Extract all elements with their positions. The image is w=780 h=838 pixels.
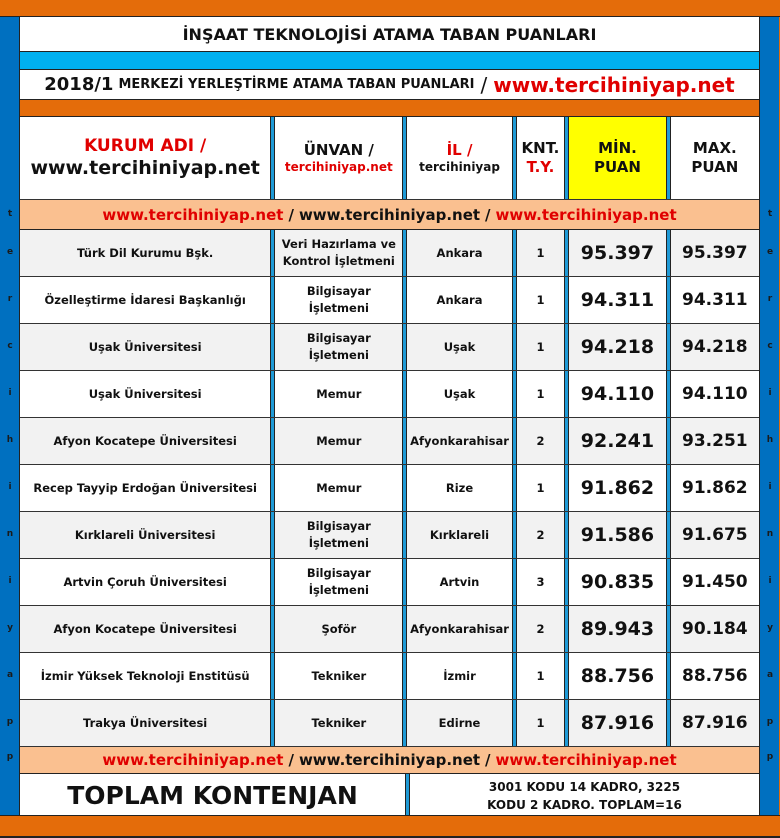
header-ty-label: T.Y. (526, 158, 555, 176)
cell-min-puan: 90.835 (580, 571, 655, 593)
unvan-line-1: Memur (316, 480, 362, 495)
side-letter: y (7, 623, 13, 633)
unvan-line-2: Kontrol İşletmeni (282, 254, 395, 268)
unvan-line-2: İşletmeni (308, 583, 369, 597)
side-letter: n (766, 529, 774, 539)
subtitle-year: 2018/1 (44, 74, 114, 95)
unvan-line-1: Bilgisayar (306, 331, 371, 346)
cell-kontenjan: 2 (536, 434, 545, 448)
cell-kurum: Trakya Üniversitesi (83, 716, 208, 730)
cell-min-puan: 89.943 (580, 618, 655, 640)
cell-min-puan: 92.241 (580, 430, 655, 452)
cell-kontenjan: 1 (536, 481, 545, 495)
header-kurum-url: www.tercihiniyap.net (30, 156, 260, 179)
url-band-top (20, 200, 759, 230)
cell-max-puan: 93.251 (682, 431, 748, 451)
page-title: İNŞAAT TEKNOLOJİSİ ATAMA TABAN PUANLARI (20, 17, 759, 52)
cell-kontenjan: 2 (536, 622, 545, 636)
header-min-puan (569, 117, 665, 199)
table-row (20, 230, 759, 277)
cell-min-puan: 94.218 (580, 336, 655, 358)
cell-kontenjan: 3 (536, 575, 545, 589)
total-label: TOPLAM KONTENJAN (67, 781, 358, 810)
cell-unvan (275, 559, 402, 605)
subtitle (20, 70, 759, 100)
header-min-puan-label: PUAN (594, 158, 641, 176)
unvan-line-1: Veri Hazırlama ve (281, 237, 396, 252)
subtitle-slash: / (480, 72, 488, 97)
left-side-strip (0, 17, 20, 815)
bottom-orange-band (0, 815, 780, 838)
unvan-line-1: Memur (316, 433, 362, 448)
header-knt-label: KNT. (521, 139, 560, 158)
header-kontenjan (517, 117, 565, 199)
url-left: www.tercihiniyap.net (102, 205, 284, 224)
cell-il: Afyonkarahisar (410, 622, 509, 636)
side-letter: h (766, 435, 774, 445)
side-letter: c (7, 341, 13, 351)
cell-max-puan: 87.916 (682, 713, 748, 733)
table-row (20, 465, 759, 512)
cell-kontenjan: 2 (536, 528, 545, 542)
unvan-line-1: Bilgisayar (306, 519, 371, 534)
cell-min-puan: 88.756 (580, 665, 655, 687)
table-row (20, 418, 759, 465)
url-band-bottom (20, 747, 759, 774)
cell-max-puan: 94.110 (682, 384, 748, 404)
cell-unvan (275, 653, 402, 699)
url-left: www.tercihiniyap.net (102, 751, 284, 769)
header-min-label: MİN. (598, 139, 637, 158)
cell-kurum: Türk Dil Kurumu Bşk. (77, 246, 214, 260)
cell-max-puan: 94.218 (682, 337, 748, 357)
cell-unvan (275, 277, 402, 323)
table-row (20, 371, 759, 418)
url-right: www.tercihiniyap.net (495, 205, 677, 224)
url-separator: / (485, 751, 491, 769)
cell-max-puan: 88.756 (682, 666, 748, 686)
total-row (20, 774, 759, 817)
url-right: www.tercihiniyap.net (495, 751, 677, 769)
side-letter: n (6, 529, 14, 539)
cell-min-puan: 94.311 (580, 289, 655, 311)
cell-il: Rize (445, 481, 474, 495)
cell-max-puan: 94.311 (682, 290, 748, 310)
unvan-line-1: Tekniker (311, 668, 367, 683)
header-max-puan-label: PUAN (691, 158, 739, 176)
side-letter: r (7, 294, 13, 304)
header-il-url: tercihiniyap (419, 159, 500, 174)
side-letter: a (6, 670, 14, 680)
cell-unvan (275, 230, 402, 276)
cell-kontenjan: 1 (536, 293, 545, 307)
cell-min-puan: 91.586 (580, 524, 655, 546)
header-unvan-url: tercihiniyap.net (284, 159, 393, 174)
side-letter: t (7, 209, 13, 219)
cell-min-puan: 94.110 (580, 383, 655, 405)
orange-divider-band (20, 100, 759, 117)
cell-max-puan: 95.397 (682, 243, 748, 263)
cell-unvan (275, 606, 402, 652)
cell-kurum: Afyon Kocatepe Üniversitesi (53, 622, 237, 636)
table-content (20, 17, 759, 817)
cell-kontenjan: 1 (536, 246, 545, 260)
table-row (20, 324, 759, 371)
side-letter: i (768, 482, 772, 492)
side-letter: h (6, 435, 14, 445)
cell-unvan (275, 324, 402, 370)
cell-kontenjan: 1 (536, 387, 545, 401)
cell-kontenjan: 1 (536, 669, 545, 683)
unvan-line-1: Şoför (321, 621, 357, 636)
side-letter: p (766, 752, 774, 762)
table-row (20, 606, 759, 653)
header-unvan (275, 117, 402, 199)
side-letter: y (767, 623, 773, 633)
table-row (20, 700, 759, 747)
cell-kurum: Kırklareli Üniversitesi (74, 528, 216, 542)
unvan-line-1: Bilgisayar (306, 284, 371, 299)
cell-kontenjan: 1 (536, 340, 545, 354)
cell-il: Uşak (443, 387, 476, 401)
total-note (410, 774, 759, 817)
header-il (407, 117, 511, 199)
cell-kurum: Uşak Üniversitesi (88, 340, 202, 354)
cell-min-puan: 87.916 (580, 712, 655, 734)
header-unvan-label: ÜNVAN / (303, 141, 374, 160)
cell-unvan (275, 512, 402, 558)
cell-unvan (275, 465, 402, 511)
unvan-line-1: Bilgisayar (306, 566, 371, 581)
table-row (20, 512, 759, 559)
header-max-label: MAX. (692, 139, 737, 158)
unvan-line-2: İşletmeni (308, 536, 369, 550)
unvan-line-2: İşletmeni (308, 301, 369, 315)
cell-unvan (275, 700, 402, 746)
cell-kurum: Afyon Kocatepe Üniversitesi (53, 434, 237, 448)
right-side-strip (759, 17, 779, 815)
header-il-label: İL / (446, 141, 473, 160)
url-separator: / (485, 205, 491, 224)
header-kurum-label: KURUM ADI / (84, 135, 207, 156)
side-letter: r (767, 294, 773, 304)
side-letter: e (766, 247, 774, 257)
side-letter: i (768, 388, 772, 398)
cell-unvan (275, 371, 402, 417)
top-orange-band (0, 0, 780, 17)
total-note-line-1: 3001 KODU 14 KADRO, 3225 (488, 779, 681, 794)
cell-max-puan: 91.450 (682, 572, 748, 592)
cell-il: Kırklareli (429, 528, 490, 542)
cell-il: Afyonkarahisar (410, 434, 509, 448)
side-letter: p (6, 752, 14, 762)
url-separator: / (288, 751, 294, 769)
table-body (20, 230, 759, 747)
table-row (20, 277, 759, 324)
subtitle-url: www.tercihiniyap.net (493, 72, 735, 97)
cell-kurum: İzmir Yüksek Teknoloji Enstitüsü (40, 669, 250, 683)
blue-divider-band (20, 52, 759, 70)
side-letter: i (768, 576, 772, 586)
table-row (20, 653, 759, 700)
cell-il: Edirne (438, 716, 481, 730)
cell-kurum: Özelleştirme İdaresi Başkanlığı (44, 293, 246, 307)
side-letter: p (766, 717, 774, 727)
url-middle: www.tercihiniyap.net (298, 751, 481, 769)
side-letter: c (767, 341, 773, 351)
side-letter: i (8, 482, 12, 492)
unvan-line-2: İşletmeni (308, 348, 369, 362)
cell-il: Artvin (439, 575, 480, 589)
cell-kurum: Uşak Üniversitesi (88, 387, 202, 401)
cell-kurum: Recep Tayyip Erdoğan Üniversitesi (33, 481, 257, 495)
cell-il: Ankara (436, 246, 483, 260)
cell-il: İzmir (443, 669, 476, 683)
cell-il: Ankara (436, 293, 483, 307)
header-kurum (20, 117, 270, 199)
unvan-line-1: Memur (316, 386, 362, 401)
side-letter: a (766, 670, 774, 680)
side-letter: p (6, 717, 14, 727)
cell-max-puan: 91.862 (682, 478, 748, 498)
side-letter: e (6, 247, 14, 257)
table-row (20, 559, 759, 606)
side-letter: i (8, 576, 12, 586)
url-separator: / (288, 205, 294, 224)
cell-max-puan: 90.184 (682, 619, 748, 639)
side-letter: t (767, 209, 773, 219)
cell-max-puan: 91.675 (682, 525, 748, 545)
table-header (20, 117, 759, 200)
side-letter: i (8, 388, 12, 398)
subtitle-text: MERKEZİ YERLEŞTİRME ATAMA TABAN PUANLARI (118, 77, 475, 92)
cell-min-puan: 91.862 (580, 477, 655, 499)
cell-kurum: Artvin Çoruh Üniversitesi (63, 575, 227, 589)
total-note-line-2: KODU 2 KADRO. TOPLAM=16 (487, 797, 682, 812)
cell-kontenjan: 1 (536, 716, 545, 730)
url-middle: www.tercihiniyap.net (298, 205, 481, 224)
cell-il: Uşak (443, 340, 476, 354)
unvan-line-1: Tekniker (311, 715, 367, 730)
cell-unvan (275, 418, 402, 464)
cell-min-puan: 95.397 (580, 242, 655, 264)
header-max-puan (671, 117, 759, 199)
